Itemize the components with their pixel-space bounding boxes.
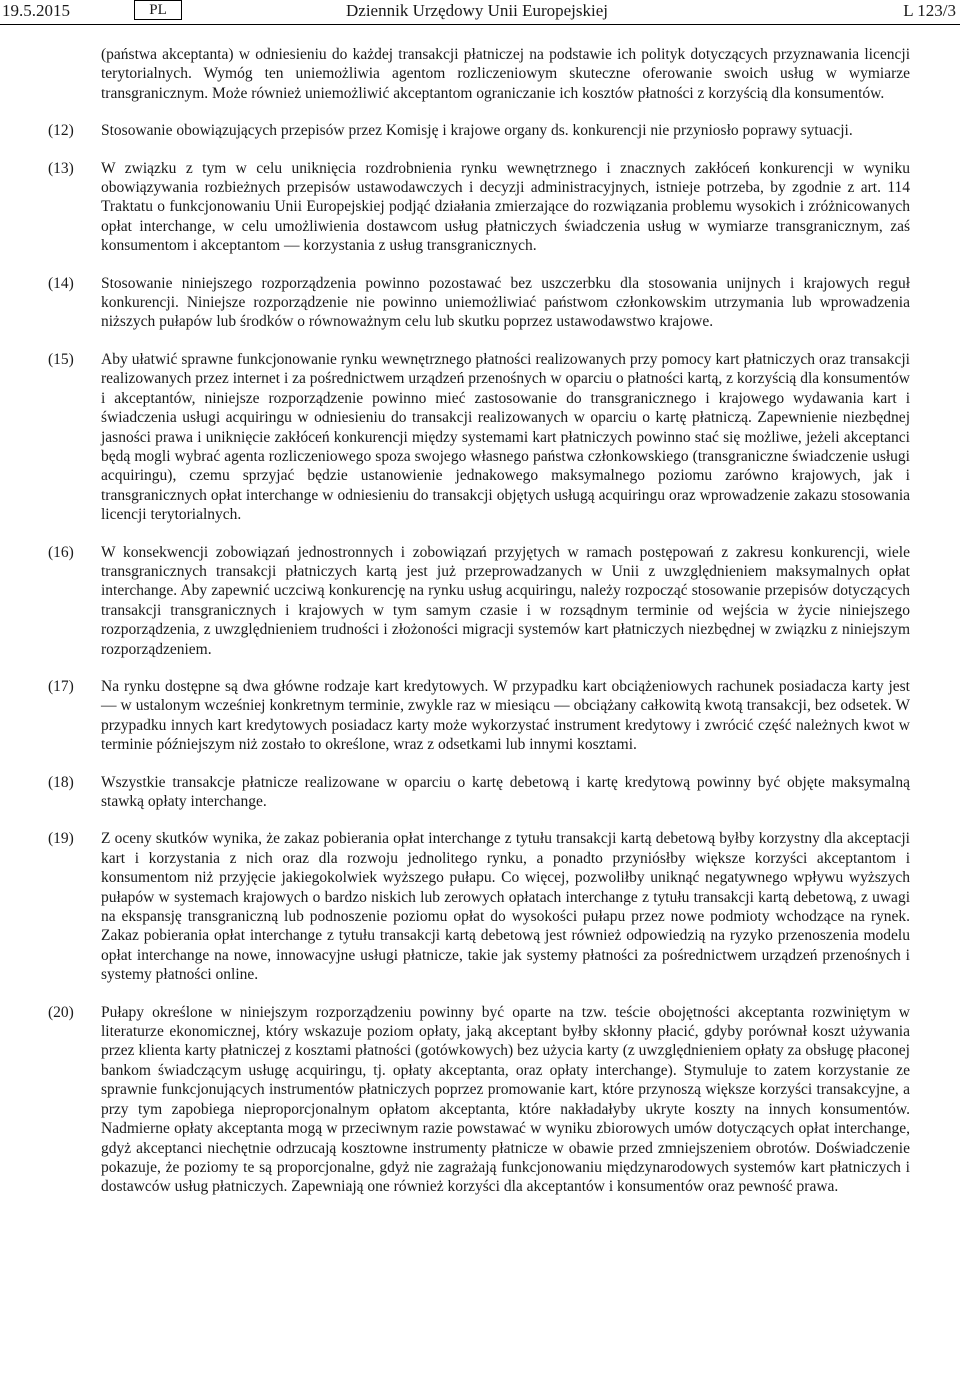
publication-date: 19.5.2015	[2, 1, 70, 20]
document-body	[0, 45, 960, 1215]
recital-number: (20)	[48, 1003, 74, 1021]
recital-text: W konsekwencji zobowiązań jednostronnych i zobowiązań przyjętych w ramach postępowań z zakresu konkurencji, wiele transgranicznych transakcji płatniczych kartą jest już przeprowadzanych w Unii z uwzględnieniem maksymalnych opłat interchange. Aby zapewnić uczciwą konkurencję na rynku usług acquiringu, należy rozpocząć stosowanie przepisów dotyczących transakcji transgranicznych i krajowych w tym samym czasie i w rozsądnym terminie od wejścia w życie niniejszego rozporządzenia, z uwzględnieniem trudności i złożoności migracji systemów kart płatniczych niezbędnej w związku z niniejszym rozporządzeniem.	[101, 543, 910, 658]
recital-text: Pułapy określone w niniejszym rozporządzeniu powinny być oparte na tzw. teście obojętności akceptanta rozwiniętym w literaturze ekonomicznej, który wskazuje poziom opłaty, jaką akceptant byłby skłonny płacić, gdyby porównał koszt używania przez klienta karty płatniczej z kosztami płatności (gotówkowych) bez użycia karty (z uwzględnieniem opłaty za obsługę płaconej bankom świadczącym usługę acquiringu, tj. opłaty akceptanta, oraz opłaty interchange). Stymuluje to zatem korzystanie ze sprawnie funkcjonujących instrumentów płatniczych poprzez promowanie kart, które przynoszą większe korzyści transakcyjne, a przy tym zapobiega nieproporcjonalnym opłatom akceptanta, które nakładałyby ukryte koszty na innych konsumentów. Nadmierne opłaty akceptanta mogą w przeciwnym razie powstawać w wyniku zbiorowych umów dotyczących opłat interchange, gdyż akceptanci niechętnie odrzucają kosztowne instrumenty płatnicze w obawie przed zmniejszeniem obrotów. Doświadczenie pokazuje, że poziomy te są proporcjonalne, gdyż nie zagrażają funkcjonowaniu międzynarodowych systemów kart płatniczych i dostawców usług płatniczych. Zapewniają one również korzyści dla akceptantów i konsumentów oraz pewność prawa.	[101, 1003, 910, 1196]
recital-13	[0, 159, 960, 256]
recital-number: (16)	[48, 543, 74, 561]
recital-20	[0, 1003, 960, 1197]
recital-text: Na rynku dostępne są dwa główne rodzaje kart kredytowych. W przypadku kart obciążeniowych rachunek posiadacza karty jest — w ustalonym wcześniej konkretnym terminie, zwykle raz w miesiącu — obciążany całkowitą kwotą transakcji, bez odsetek. W przypadku innych kart kredytowych posiadacz karty może wykorzystać instrument kredytowy i zwrócić część należnych kwot w terminie późniejszym niż zostało to określone, wraz z odsetkami lub innymi kosztami.	[101, 677, 910, 754]
recital-text: Z oceny skutków wynika, że zakaz pobierania opłat interchange z tytułu transakcji kartą debetową byłby korzystny dla akceptacji kart i korzystania z nich oraz dla rozwoju jednolitego rynku, a ponadto przyniósłby większe korzyści akceptantom i konsumentom niż przyjęcie jakiegokolwiek wyższego pułapu. Co więcej, pozwoliłby uniknąć negatywnego wpływu wyższych pułapów w systemach krajowych o bardzo niskich lub zerowych opłatach interchange z tytułu transakcji kartą debetową, z uwagi na ekspansję transgraniczną lub podnoszenie poziomu opłat do wysokości pułapu przez nowe podmioty wchodzące na rynek. Zakaz pobierania opłat interchange z tytułu transakcji kartą debetową jest również odpowiedzią na ryzyko przenoszenia modelu opłat interchange na nowe, innowacyjne usługi płatnicze, takie jak systemy płatności za pośrednictwem urządzeń przenośnych i systemy płatności online.	[101, 830, 910, 984]
recital-number: (19)	[48, 830, 74, 848]
recital-14	[0, 274, 960, 332]
recital-19	[0, 829, 960, 984]
language-badge: PL	[134, 0, 182, 20]
recital-text: Stosowanie obowiązujących przepisów przez Komisję i krajowe organy ds. konkurencji nie przyniosło poprawy sytuacji.	[101, 122, 853, 140]
recital-15	[0, 350, 960, 525]
recital-text: Stosowanie niniejszego rozporządzenia powinno pozostawać bez uszczerbku dla stosowania unijnych i krajowych reguł konkurencji. Niniejsze rozporządzenie nie powinno uniemożliwiać państwom członkowskim utrzymania lub wprowadzenia niższych pułapów lub środków o równoważnym celu lub skutku poprzez ustawodawstwo krajowe.	[101, 274, 910, 331]
recital-text: Wszystkie transakcje płatnicze realizowane w oparciu o kartę debetową i kartę kredytową powinny być objęte maksymalną stawką opłaty interchange.	[101, 773, 910, 810]
page-header	[0, 0, 960, 25]
recital-16	[0, 543, 960, 659]
journal-title: Dziennik Urzędowy Unii Europejskiej	[346, 1, 609, 20]
recital-number: (17)	[48, 677, 74, 695]
recital-number: (15)	[48, 350, 74, 368]
recital-number: (12)	[48, 122, 74, 140]
recital-18	[0, 773, 960, 812]
recital-number: (18)	[48, 773, 74, 791]
recital-text: (państwa akceptanta) w odniesieniu do każdej transakcji płatniczej na podstawie ich polityk dotyczących przyznawania licencji terytorialnych. Wymóg ten uniemożliwia agentom rozliczeniowym skuteczne oferowanie swoich usług w wymiarze transgranicznym. Może również uniemożliwić akceptantom ograniczanie ich kosztów płatności z korzyścią dla konsumentów.	[101, 46, 910, 102]
recital-17	[0, 677, 960, 755]
recital-text: W związku z tym w celu uniknięcia rozdrobnienia rynku wewnętrznego i znacznych zakłóceń konkurencji w wyniku obowiązywania rozbieżnych przepisów ustawodawczych i decyzji administracyjnych, istnieje potrzeba, by zgodnie z art. 114 Traktatu o funkcjonowaniu Unii Europejskiej podjąć działania zmierzające do rozwiązania problemu wysokich i zróżnicowanych opłat interchange, w celu umożliwienia dostawcom usług płatniczych świadczenia usług w wymiarze transgranicznym, zaś konsumentom i akceptantom — korzystania z usług transgranicznych.	[101, 159, 910, 255]
recital-continuation	[0, 45, 960, 103]
recital-text: Aby ułatwić sprawne funkcjonowanie rynku wewnętrznego płatności realizowanych przy pomocy kart płatniczych oraz transakcji realizowanych przez internet i za pośrednictwem urządzeń przenośnych w oparciu o płatności kartą, z korzyścią dla konsumentów i akceptantów, niniejsze rozporządzenie powinno mieć zastosowanie do transgranicznego i krajowego wydawania kart i świadczenia usługi acquiringu w odniesieniu do transakcji realizowanych w oparciu o kartę płatniczą. Zapewnienie niezbędnej jasności prawa i uniknięcie zakłóceń konkurencji między systemami kart płatniczych powinno stać się możliwe, jeżeli akceptanci będą mogli wybrać agenta rozliczeniowego spoza swojego własnego państwa członkowskiego (transgraniczne świadczenie usługi acquiringu), czemu sprzyjać będzie ustanowienie jednakowego maksymalnego poziomu zarówno krajowych, jak i transgranicznych opłat interchange w odniesieniu do transakcji objętych usługą acquiringu oraz wprowadzenie zakazu stosowania licencji terytorialnych.	[101, 350, 910, 524]
recital-12	[0, 121, 960, 140]
recital-number: (14)	[48, 274, 74, 292]
page-reference: L 123/3	[903, 1, 956, 20]
recital-number: (13)	[48, 159, 74, 177]
